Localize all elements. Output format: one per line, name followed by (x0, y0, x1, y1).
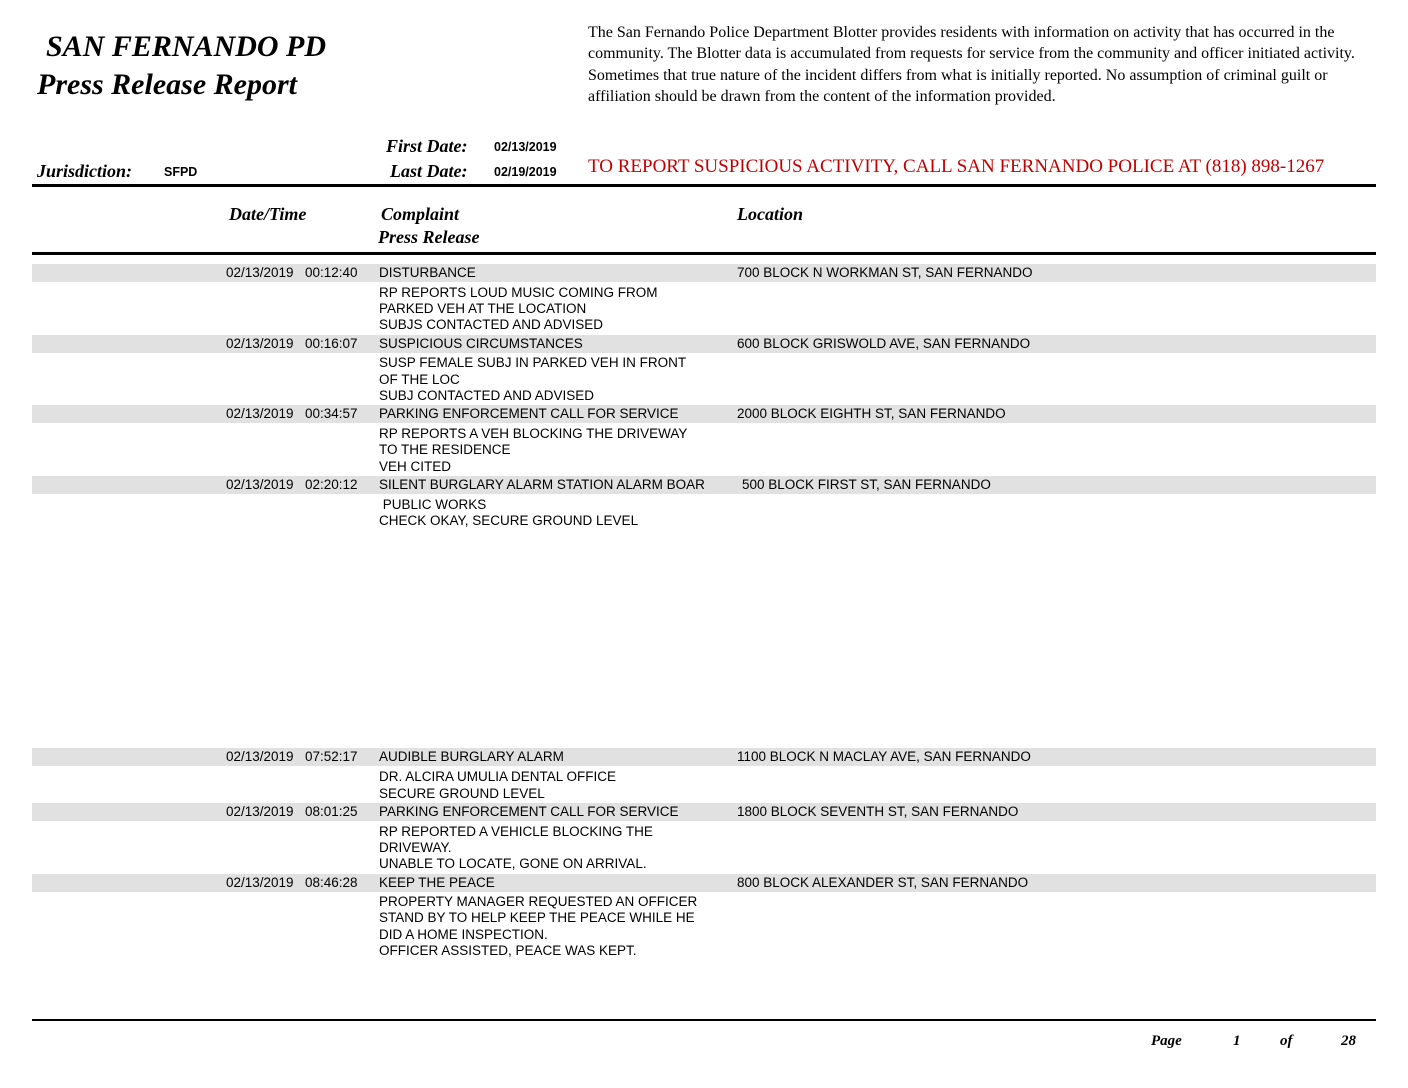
incident-detail-line: STAND BY TO HELP KEEP THE PEACE WHILE HE (379, 910, 695, 925)
page-label: Page (1151, 1033, 1182, 1049)
jurisdiction-label: Jurisdiction: (37, 161, 133, 181)
column-header-complaint: Complaint (381, 204, 460, 224)
last-date-value: 02/19/2019 (494, 165, 557, 179)
incident-complaint: PARKING ENFORCEMENT CALL FOR SERVICE (379, 406, 679, 421)
incident-date: 02/13/2019 (226, 749, 294, 764)
incident-detail-line: PARKED VEH AT THE LOCATION (379, 301, 587, 316)
incident-detail-line: CHECK OKAY, SECURE GROUND LEVEL (379, 513, 639, 528)
incident-detail-line: SUSP FEMALE SUBJ IN PARKED VEH IN FRONT (379, 355, 687, 370)
incident-detail-line: PROPERTY MANAGER REQUESTED AN OFFICER (379, 894, 698, 909)
incident-date: 02/13/2019 (226, 804, 294, 819)
jurisdiction-value: SFPD (164, 165, 198, 179)
incident-detail-line: DRIVEWAY. (379, 840, 452, 855)
incident-complaint: DISTURBANCE (379, 265, 476, 280)
incident-time: 00:16:07 (305, 336, 358, 351)
incident-location: 1100 BLOCK N MACLAY AVE, SAN FERNANDO (737, 749, 1031, 764)
incident-complaint: PARKING ENFORCEMENT CALL FOR SERVICE (379, 804, 679, 819)
incident-detail-line: VEH CITED (379, 459, 452, 474)
column-header-location: Location (737, 204, 803, 224)
footer-divider (32, 1019, 1376, 1021)
agency-name: SAN FERNANDO PD (46, 30, 327, 63)
first-date-value: 02/13/2019 (494, 140, 557, 154)
incident-location: 700 BLOCK N WORKMAN ST, SAN FERNANDO (737, 265, 1033, 280)
header-divider (32, 184, 1376, 187)
incident-detail-line: SUBJS CONTACTED AND ADVISED (379, 317, 604, 332)
incident-detail-line: UNABLE TO LOCATE, GONE ON ARRIVAL. (379, 856, 647, 871)
last-date-label: Last Date: (390, 161, 468, 181)
incident-location: 500 BLOCK FIRST ST, SAN FERNANDO (742, 477, 991, 492)
column-header-divider (32, 252, 1376, 255)
disclaimer-text: The San Fernando Police Department Blotter provides residents with information on activity that has occurred in the community. The Blotter data is accumulated from requests for service from the community and officer initiated activity. Sometimes that true nature of the incident differs from what is initially reported. No assumption of criminal guilt or affiliation should be drawn from the content of the information provided. (588, 24, 1355, 106)
incident-detail-line: DR. ALCIRA UMULIA DENTAL OFFICE (379, 769, 617, 784)
report-suspicious-activity-notice: TO REPORT SUSPICIOUS ACTIVITY, CALL SAN FERNANDO POLICE AT (818) 898-1267 (588, 156, 1325, 177)
incident-detail-line: RP REPORTS LOUD MUSIC COMING FROM (379, 285, 658, 300)
incident-detail-line: SUBJ CONTACTED AND ADVISED (379, 388, 595, 403)
incident-time: 08:01:25 (305, 804, 358, 819)
incident-date: 02/13/2019 (226, 265, 294, 280)
incident-location: 1800 BLOCK SEVENTH ST, SAN FERNANDO (737, 804, 1019, 819)
incident-location: 600 BLOCK GRISWOLD AVE, SAN FERNANDO (737, 336, 1031, 351)
incident-complaint: SILENT BURGLARY ALARM STATION ALARM BOAR (379, 477, 705, 492)
incident-complaint: KEEP THE PEACE (379, 875, 495, 890)
column-header-datetime: Date/Time (229, 204, 307, 224)
page-number: 1 (1233, 1033, 1241, 1049)
first-date-label: First Date: (386, 136, 468, 156)
incident-location: 2000 BLOCK EIGHTH ST, SAN FERNANDO (737, 406, 1006, 421)
incident-detail-line: OF THE LOC (379, 372, 460, 387)
incident-detail-line: RP REPORTED A VEHICLE BLOCKING THE (379, 824, 653, 839)
incident-time: 02:20:12 (305, 477, 358, 492)
report-title: Press Release Report (37, 68, 297, 101)
incident-complaint: SUSPICIOUS CIRCUMSTANCES (379, 336, 583, 351)
incident-date: 02/13/2019 (226, 336, 294, 351)
incident-time: 07:52:17 (305, 749, 358, 764)
incident-detail-line: RP REPORTS A VEH BLOCKING THE DRIVEWAY (379, 426, 688, 441)
total-pages: 28 (1341, 1033, 1356, 1049)
incident-detail-line: DID A HOME INSPECTION. (379, 927, 548, 942)
incident-time: 00:12:40 (305, 265, 358, 280)
incident-date: 02/13/2019 (226, 477, 294, 492)
incident-detail-line: OFFICER ASSISTED, PEACE WAS KEPT. (379, 943, 637, 958)
incident-detail-line: SECURE GROUND LEVEL (379, 786, 545, 801)
incident-complaint: AUDIBLE BURGLARY ALARM (379, 749, 564, 764)
incident-date: 02/13/2019 (226, 875, 294, 890)
incident-time: 08:46:28 (305, 875, 358, 890)
of-label: of (1280, 1033, 1293, 1049)
incident-detail-line: PUBLIC WORKS (379, 497, 487, 512)
incident-date: 02/13/2019 (226, 406, 294, 421)
incident-location: 800 BLOCK ALEXANDER ST, SAN FERNANDO (737, 875, 1029, 890)
column-header-press-release: Press Release (378, 227, 480, 247)
incident-detail-line: TO THE RESIDENCE (379, 442, 511, 457)
incident-time: 00:34:57 (305, 406, 358, 421)
